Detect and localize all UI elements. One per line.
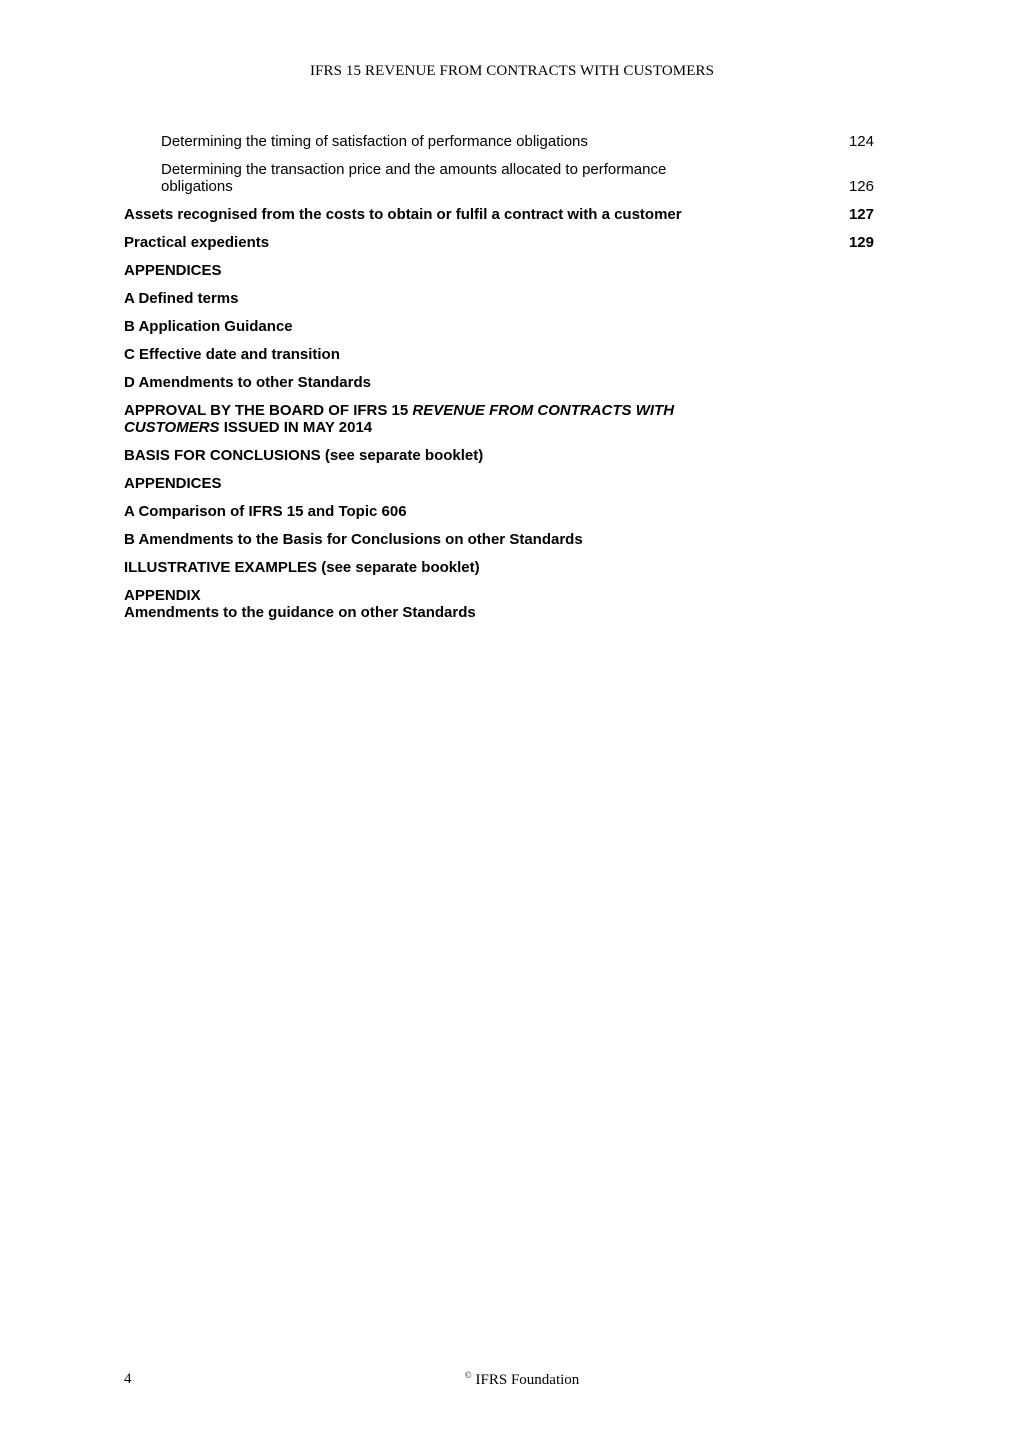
toc-entry-title: Assets recognised from the costs to obtain or fulfil a contract with a customer: [124, 206, 682, 223]
toc-entry-page: 126: [848, 178, 874, 195]
toc-entry-amendments-other-standards[interactable]: [124, 374, 874, 391]
header-sc-1: EVENUE FROM: [375, 63, 487, 79]
approval-italic-title: CUSTOMERS: [124, 419, 220, 436]
header-cap-c2: C: [623, 63, 634, 79]
toc-entry-title: [124, 587, 476, 621]
copyright-text: IFRS Foundation: [475, 1372, 580, 1388]
approval-italic-title: REVENUE FROM CONTRACTS WITH: [412, 402, 675, 419]
toc-entry-effective-date[interactable]: [124, 346, 874, 363]
toc-entry-title-line: Amendments to the guidance on other Standards: [124, 604, 476, 621]
header-sc-2: ONTRACTS WITH: [496, 63, 624, 79]
toc-entry-page: 129: [848, 234, 874, 251]
approval-text: APPROVAL BY THE BOARD OF IFRS 15: [124, 402, 413, 419]
toc-entry-timing[interactable]: [124, 133, 874, 150]
toc-entry-title: [161, 161, 666, 195]
toc-entry-title: A Defined terms: [124, 290, 239, 307]
approval-text: ISSUED IN MAY 2014: [219, 419, 373, 436]
running-header: [0, 63, 1024, 80]
footer-page-number: 4: [124, 1371, 132, 1387]
toc-entry-page: 124: [848, 133, 874, 150]
toc-entry-title: Practical expedients: [124, 234, 270, 251]
toc-entry-approval-by-board[interactable]: [124, 402, 874, 436]
header-prefix: IFRS 15: [309, 63, 365, 79]
toc-entry-appendices[interactable]: [124, 262, 874, 279]
toc-entry-title: BASIS FOR CONCLUSIONS (see separate booklet): [124, 447, 484, 464]
toc-entry-title: D Amendments to other Standards: [124, 374, 371, 391]
toc-entry-title: APPENDICES: [124, 475, 222, 492]
toc-entry-practical-expedients[interactable]: [124, 234, 874, 251]
toc-entry-amendments-basis-for-conclusions[interactable]: [124, 531, 874, 548]
header-sc-3: USTOMERS: [633, 63, 715, 79]
toc-entry-page: 127: [848, 206, 874, 223]
toc-entry-title: [124, 402, 674, 436]
toc-entry-title: APPENDICES: [124, 262, 222, 279]
toc-entry-defined-terms[interactable]: [124, 290, 874, 307]
toc-entry-illustrative-examples[interactable]: [124, 559, 874, 576]
toc-entry-appendix-guidance[interactable]: [124, 587, 874, 621]
toc-entry-appendices-2[interactable]: [124, 475, 874, 492]
toc-entry-transaction-price[interactable]: [124, 161, 874, 195]
toc-entry-title: Determining the timing of satisfaction of performance obligations: [161, 133, 588, 150]
toc-entry-title: B Amendments to the Basis for Conclusions on other Standards: [124, 531, 583, 548]
toc-entry-title-line: Determining the transaction price and the amounts allocated to performance: [161, 161, 667, 178]
header-cap-c1: C: [486, 63, 497, 79]
toc-entry-title: B Application Guidance: [124, 318, 293, 335]
toc-entry-title-line: APPENDIX: [124, 587, 201, 604]
toc-entry-title-line: [124, 402, 674, 419]
copyright-symbol: ©: [464, 1370, 472, 1380]
footer-copyright: [0, 1370, 1024, 1389]
toc-entry-comparison-topic-606[interactable]: [124, 503, 874, 520]
toc-entry-assets-recognised[interactable]: [124, 206, 874, 223]
header-cap-r: R: [364, 63, 376, 79]
toc-entry-title-line: [124, 419, 674, 436]
toc-entry-application-guidance[interactable]: [124, 318, 874, 335]
table-of-contents: [124, 133, 874, 632]
toc-entry-title: ILLUSTRATIVE EXAMPLES (see separate booklet): [124, 559, 480, 576]
toc-entry-basis-for-conclusions[interactable]: [124, 447, 874, 464]
toc-entry-title: C Effective date and transition: [124, 346, 340, 363]
toc-entry-title-line: obligations: [161, 178, 233, 195]
toc-entry-title: A Comparison of IFRS 15 and Topic 606: [124, 503, 407, 520]
